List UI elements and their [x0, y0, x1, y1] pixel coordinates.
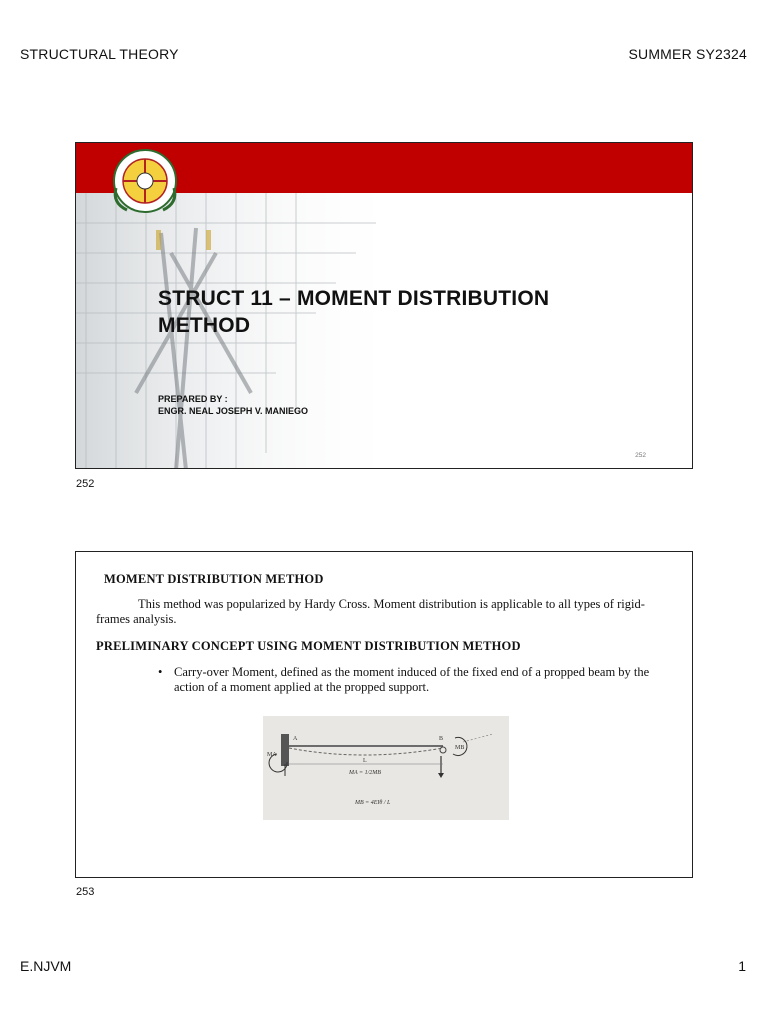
label-ma: MA [267, 752, 277, 758]
beam-diagram-photo [263, 716, 509, 820]
label-mb: MB [455, 745, 465, 751]
equation-carry-over: MA = 1/2MB [349, 770, 381, 776]
page-header-left: STRUCTURAL THEORY [20, 46, 179, 62]
prepared-by-label: PREPARED BY : [158, 394, 228, 404]
bullet-text: Carry-over Moment, defined as the moment induced of the fixed end of a propped beam by the action of a moment applied at the propped support. [174, 665, 650, 694]
prepared-by-block [158, 393, 308, 417]
slide-caption-number: 252 [76, 478, 95, 490]
prepared-by-name: ENGR. NEAL JOSEPH V. MANIEGO [158, 406, 309, 416]
university-logo [102, 148, 188, 218]
page-number: 1 [738, 958, 746, 974]
label-a: A [293, 736, 298, 742]
label-b: B [439, 736, 444, 742]
page-footer-left: E.NJVM [20, 958, 72, 974]
page-header-right: SUMMER SY2324 [628, 46, 747, 62]
slide-caption-number: 253 [76, 886, 95, 898]
section-heading: MOMENT DISTRIBUTION METHOD [104, 572, 324, 586]
subsection-heading: PRELIMINARY CONCEPT USING MOMENT DISTRIBUTION METHOD [96, 639, 521, 653]
slide-content [75, 551, 693, 878]
label-l: L [363, 758, 367, 764]
propped-beam-diagram [263, 716, 509, 820]
slide-title-text: STRUCT 11 – MOMENT DISTRIBUTION METHOD [158, 287, 550, 337]
bullet-dot-icon: • [158, 665, 163, 679]
slide-number: 252 [635, 452, 646, 459]
intro-paragraph: This method was popularized by Hardy Cross. Moment distribution is applicable to all types of rigid-frames analysis. [96, 597, 645, 626]
slide-title [75, 142, 693, 469]
equation-stiffness: MB = 4EIθ / L [355, 800, 391, 806]
fixed-support [281, 734, 289, 766]
